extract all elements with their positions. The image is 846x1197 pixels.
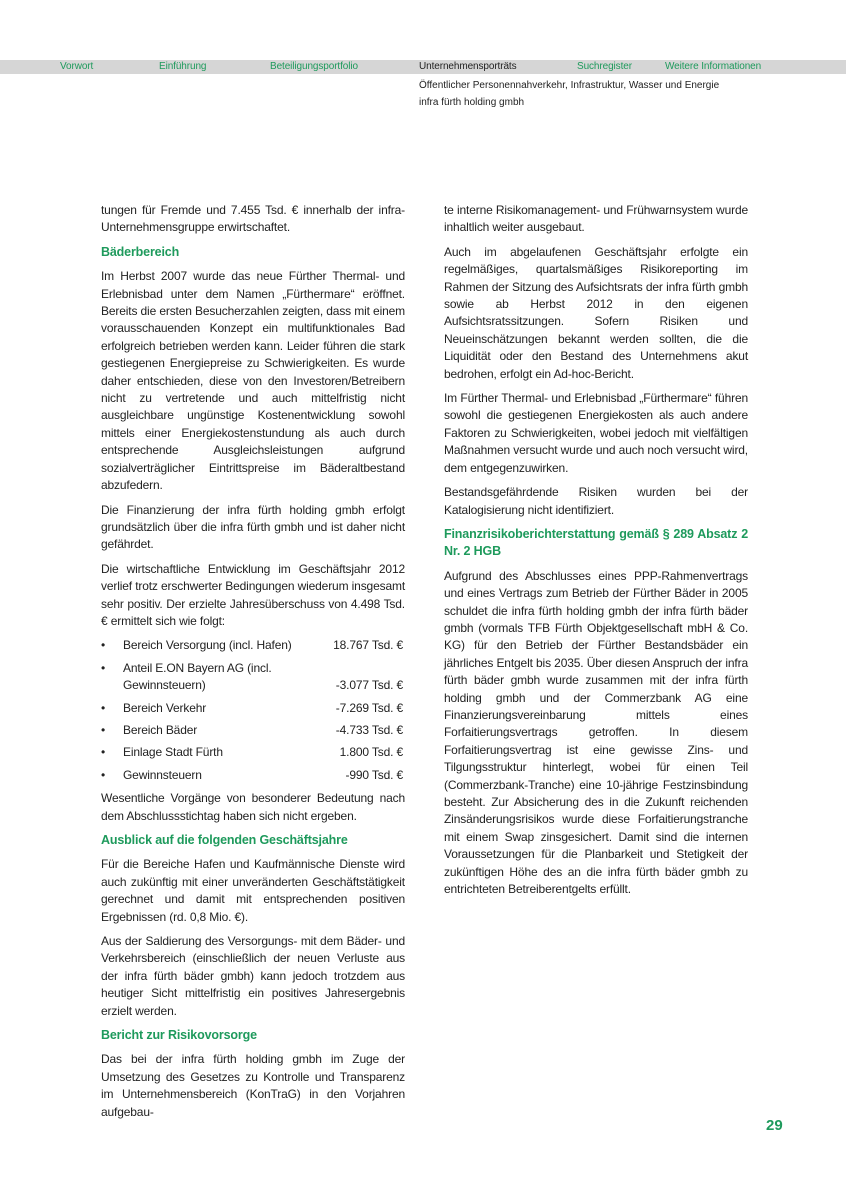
item-label: Anteil E.ON Bayern AG (incl. Gewinnsteuern) xyxy=(123,660,272,693)
bullet-icon: • xyxy=(101,722,106,737)
section-heading-risikovorsorge: Bericht zur Risikovorsorge xyxy=(101,1028,257,1043)
bullet-icon: • xyxy=(101,638,106,653)
section-heading-ausblick: Ausblick auf die folgenden Geschäftsjahre xyxy=(101,833,348,847)
paragraph: Im Herbst 2007 wurde das neue Fürther Thermal- und Erlebnisbad unter dem Namen „Fürthermare“ eröffnet. Bereits die ersten Besucherzahlen zeigten, dass mit einem vorausschauenden Konzept ein multifunktionales Bad erfolgreich betrieben werden kann. Leider führen die stark gestiegenen Energiepreise zu Schwierigkeiten. Es wurde daher entschieden, diese von den Investoren/Betreibern nicht zu vertretende und auch mittelfristig nicht ausgleichbare ungünstige Kostenentwicklung sowohl mittels einer Energiekostenstundung als auch durch entsprechende Ausgleichsleistungen aufgrund sozialverträglicher Eintrittspreise im Bäderaltbestand abzufedern. xyxy=(101,269,405,493)
bullet-icon: • xyxy=(101,745,106,760)
subheader-category: Öffentlicher Personennahverkehr, Infrastruktur, Wasser und Energie xyxy=(419,80,720,91)
paragraph: Aufgrund des Abschlusses eines PPP-Rahmenvertrags und eines Vertrags zum Betrieb der Fürther Bäder in 2005 schuldet die infra fürth holding gmbh der infra fürth bäder gmbh (vormals TFB Fürth Objektgesellschaft mbH & Co. KG) für den Betrieb der Fürther Bestandsbäder ein jährliches Entgelt bis 2035. Über diesen Anspruch der infra fürth bäder gmbh wurde zusammen mit der infra fürth holding gmbh und der Commerzbank AG eine Finanzierungsvereinbarung mittels eines Forfaitierungsvertrags getroffen. In diesem Forfaitierungsvertrag ist eine gewisse Zins- und Tilgungsstruktur hinterlegt, wobei für einen Teil (Commerzbank-Tranche) eine 10-jährige Festzinsbindung besteht. Zur Absicherung des in die Zukunft reichenden Zinsänderungsrisikos wurde diese Forfaitierungstranche mit einem Swap zinsgesichert. Damit sind die internen Voraussetzungen für die Planbarkeit und Stetigkeit der zukünftigen Höhe des an die infra fürth bäder gmbh zu entrichteten Betreiberentgelts erfüllt. xyxy=(444,568,748,897)
paragraph: Auch im abgelaufenen Geschäftsjahr erfolgte ein regelmäßiges, quartalsmäßiges Risikoreporting im Rahmen der Sitzung des Aufsichtsrats der infra fürth gmbh sowie ab Herbst 2012 in den eigenen Aufsichtsratssitzungen. Sofern Risiken und Neueinschätzungen bekannt werden sollten, die die Liquidität oder den Bestand des Unternehmens akut bedrohen, erfolgt ein Ad-hoc-Bericht. xyxy=(444,244,748,381)
list-item xyxy=(101,744,405,761)
item-value: -7.269 Tsd. € xyxy=(335,700,403,715)
bullet-icon: • xyxy=(101,700,106,715)
nav-beteiligungsportfolio[interactable]: Beteiligungsportfolio xyxy=(270,61,358,72)
paragraph: Die Finanzierung der infra fürth holding gmbh erfolgt grundsätzlich über die infra fürth gmbh und ist daher nicht gefährdet. xyxy=(101,502,405,552)
paragraph: Das bei der infra fürth holding gmbh im Zuge der Umsetzung des Gesetzes zu Kontrolle und Transparenz im Unternehmensbereich (KonTraG) in den Vorjahren aufgebau- xyxy=(101,1052,405,1119)
paragraph: Die wirtschaftliche Entwicklung im Geschäftsjahr 2012 verlief trotz erschwerter Bedingungen wiederum insgesamt sehr positiv. Der erzielte Jahresüberschuss von 4.498 Tsd. € ermittelt sich wie folgt: xyxy=(101,561,405,628)
nav-vorwort[interactable]: Vorwort xyxy=(60,61,94,72)
right-column xyxy=(444,202,748,905)
list-item xyxy=(101,637,405,654)
paragraph: Für die Bereiche Hafen und Kaufmännische Dienste wird auch zukünftig mit einer unveränderten Geschäftstätigkeit gerechnet und damit mit entsprechenden positiven Ergebnissen (rd. 0,8 Mio. €). xyxy=(101,857,405,924)
paragraph: Im Fürther Thermal- und Erlebnisbad „Fürthermare“ führen sowohl die gestiegenen Energiekosten als auch andere Faktoren zu Schwierigkeiten, wobei jedoch mit vielfältigen Maßnahmen versucht wurde und auch noch versucht wird, dem entgegenzuwirken. xyxy=(444,391,748,475)
paragraph: te interne Risikomanagement- und Frühwarnsystem wurde inhaltlich weiter ausgebaut. xyxy=(444,203,748,235)
item-label: Gewinnsteuern xyxy=(123,767,202,782)
list-item xyxy=(101,722,405,739)
item-value: -4.733 Tsd. € xyxy=(335,722,403,737)
subheader-company: infra fürth holding gmbh xyxy=(419,97,525,108)
item-label: Bereich Versorgung (incl. Hafen) xyxy=(123,638,292,653)
nav-suchregister[interactable]: Suchregister xyxy=(577,61,632,72)
nav-einfuehrung[interactable]: Einführung xyxy=(159,61,207,72)
result-list xyxy=(101,637,405,784)
list-item xyxy=(101,767,405,784)
left-column xyxy=(101,202,405,1128)
item-value: 18.767 Tsd. € xyxy=(333,638,403,653)
list-item xyxy=(101,660,405,695)
bullet-icon: • xyxy=(101,767,106,782)
paragraph: Aus der Saldierung des Versorgungs- mit dem Bäder- und Verkehrsbereich (einschließlich der neuen Verluste aus der infra fürth bäder gmbh) kann jedoch trotzdem aus heutiger Sicht mittelfristig ein positives Jahresergebnis erzielt werden. xyxy=(101,934,405,1018)
list-item xyxy=(101,700,405,717)
item-value: -990 Tsd. € xyxy=(345,767,403,782)
section-heading-finanzrisiko: Finanzrisikoberichterstattung gemäß § 289 Absatz 2 Nr. 2 HGB xyxy=(444,526,748,559)
paragraph: Bestandsgefährdende Risiken wurden bei der Katalogisierung nicht identifiziert. xyxy=(444,485,748,517)
paragraph: Wesentliche Vorgänge von besonderer Bedeutung nach dem Abschlussstichtag haben sich nicht ergeben. xyxy=(101,791,405,823)
item-value: 1.800 Tsd. € xyxy=(339,745,403,760)
page-number: 29 xyxy=(766,1117,783,1134)
item-label: Bereich Bäder xyxy=(123,722,198,737)
nav-weitere-informationen[interactable]: Weitere Informationen xyxy=(665,61,762,72)
item-value: -3.077 Tsd. € xyxy=(335,678,403,693)
item-label: Einlage Stadt Fürth xyxy=(123,745,223,760)
paragraph: tungen für Fremde und 7.455 Tsd. € innerhalb der infra-Unternehmensgruppe erwirtschaftet. xyxy=(101,203,405,235)
nav-unternehmensportraets[interactable]: Unternehmensporträts xyxy=(419,61,517,72)
item-label: Bereich Verkehr xyxy=(123,700,207,715)
bullet-icon: • xyxy=(101,660,106,675)
section-heading-baederbereich: Bäderbereich xyxy=(101,244,180,259)
